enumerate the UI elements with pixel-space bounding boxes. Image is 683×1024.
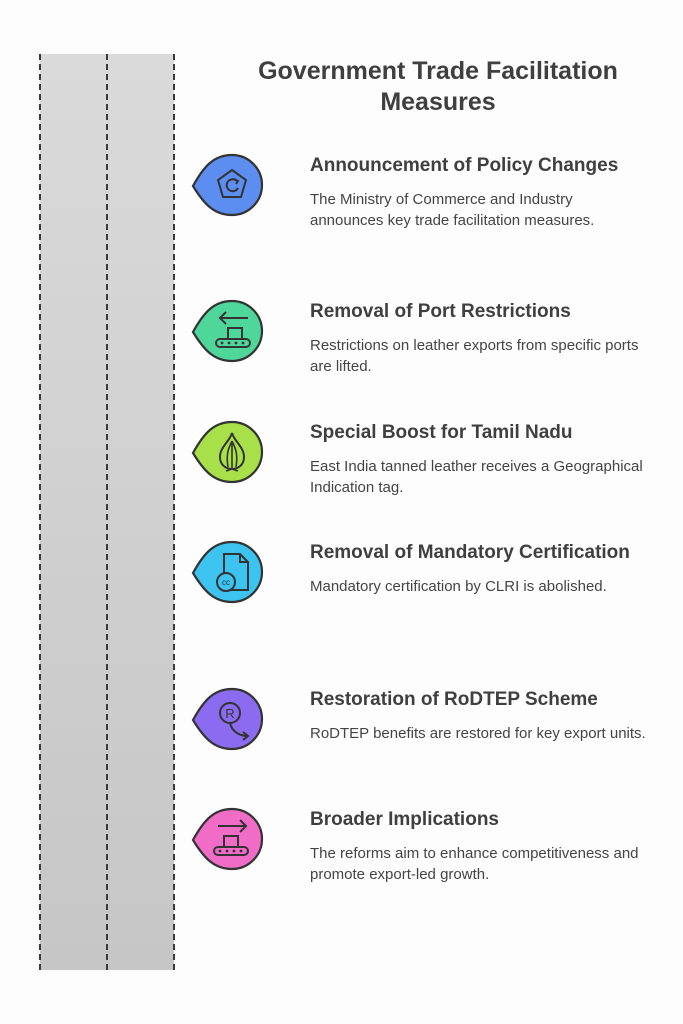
road-left-line — [39, 54, 41, 970]
refresh-pentagon-icon — [190, 152, 270, 222]
conveyor-left-arrow-icon — [190, 298, 270, 368]
step-description: The Ministry of Commerce and Industry announces key trade facilitation measures. — [310, 191, 595, 229]
svg-text:R: R — [225, 706, 235, 721]
road-center-line — [106, 54, 108, 970]
onion-icon — [190, 419, 270, 489]
page-title: Government Trade Facilitation Measures — [258, 57, 618, 116]
step-description: RoDTEP benefits are restored for key export units. — [310, 725, 646, 742]
registered-arrow-icon — [190, 686, 270, 756]
step-heading: Special Boost for Tamil Nadu — [310, 422, 573, 443]
road-right-line — [173, 54, 175, 970]
step-heading: Announcement of Policy Changes — [310, 155, 619, 176]
step-description: The reforms aim to enhance competitiveness and promote export-led growth. — [310, 845, 639, 883]
step-heading: Removal of Port Restrictions — [310, 301, 571, 322]
step-heading: Removal of Mandatory Certification — [310, 542, 630, 563]
step-heading: Restoration of RoDTEP Scheme — [310, 689, 598, 710]
svg-text:cc: cc — [222, 578, 230, 587]
step-description: Restrictions on leather exports from specific ports are lifted. — [310, 337, 639, 375]
conveyor-right-arrow-icon — [190, 806, 270, 876]
cc-document-icon — [190, 539, 270, 609]
step-heading: Broader Implications — [310, 809, 499, 830]
step-description: East India tanned leather receives a Geographical Indication tag. — [310, 458, 643, 496]
step-description: Mandatory certification by CLRI is abolished. — [310, 578, 607, 595]
